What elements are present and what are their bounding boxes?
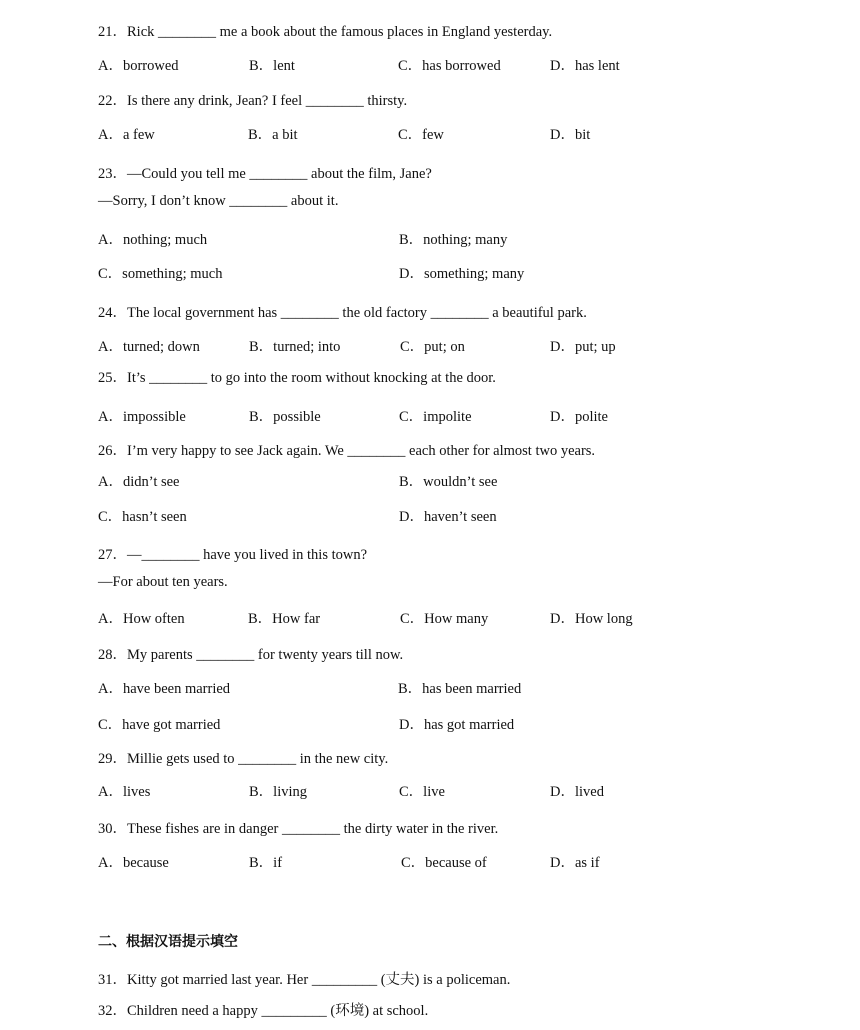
question-23-option-d: D．something; many: [399, 266, 525, 282]
question-25-option-c: C．impolite: [399, 409, 472, 425]
question-22-option-b: B．a bit: [248, 127, 298, 143]
question-23-option-b: B．nothing; many: [399, 232, 508, 248]
question-28-option-a: A．have been married: [98, 681, 231, 697]
question-26-option-a: A．didn’t see: [98, 474, 180, 490]
question-26-option-d: D．haven’t seen: [399, 509, 497, 525]
question-27-stem-reply: —For about ten years.: [98, 574, 228, 590]
question-24-option-a: A．turned; down: [98, 339, 200, 355]
question-25-option-b: B．possible: [249, 409, 321, 425]
question-26-stem: 26．I’m very happy to see Jack again. We ________ each other for almost two years.: [98, 443, 596, 459]
question-28-option-d: D．has got married: [399, 717, 515, 733]
question-30-option-b: B．if: [249, 855, 283, 871]
question-28-option-c: C．have got married: [98, 717, 221, 733]
question-23-stem: 23．—Could you tell me ________ about the film, Jane?: [98, 166, 432, 182]
question-27-option-b: B．How far: [248, 611, 321, 627]
question-27-option-d: D．How long: [550, 611, 633, 627]
question-24-option-b: B．turned; into: [249, 339, 341, 355]
question-22-option-a: A．a few: [98, 127, 155, 143]
question-29-option-b: B．living: [249, 784, 308, 800]
question-30-stem: 30．These fishes are in danger ________ the dirty water in the river.: [98, 821, 499, 837]
question-26-option-c: C．hasn’t seen: [98, 509, 187, 525]
question-29-option-c: C．live: [399, 784, 445, 800]
question-32-stem: 32．Children need a happy _________ (环境) at school.: [98, 1003, 429, 1019]
question-23-option-a: A．nothing; much: [98, 232, 208, 248]
question-23-option-c: C．something; much: [98, 266, 223, 282]
question-25-option-a: A．impossible: [98, 409, 186, 425]
question-27-option-c: C．How many: [400, 611, 489, 627]
question-30-option-d: D．as if: [550, 855, 600, 871]
question-30-option-c: C．because of: [401, 855, 487, 871]
question-24-option-d: D．put; up: [550, 339, 616, 355]
section-heading: 二、根据汉语提示填空: [98, 934, 238, 950]
question-28-option-b: B．has been married: [398, 681, 522, 697]
question-29-stem: 29．Millie gets used to ________ in the new city.: [98, 751, 389, 767]
question-21-option-c: C．has borrowed: [398, 58, 501, 74]
question-22-option-d: D．bit: [550, 127, 591, 143]
question-21-option-d: D．has lent: [550, 58, 620, 74]
question-21-stem: 21．Rick ________ me a book about the famous places in England yesterday.: [98, 24, 553, 40]
question-23-stem-reply: —Sorry, I don’t know ________ about it.: [98, 193, 339, 209]
question-31-stem: 31．Kitty got married last year. Her _________ (丈夫) is a policeman.: [98, 972, 511, 988]
question-25-stem: 25．It’s ________ to go into the room without knocking at the door.: [98, 370, 496, 386]
question-24-stem: 24．The local government has ________ the old factory ________ a beautiful park.: [98, 305, 587, 321]
question-25-option-d: D．polite: [550, 409, 608, 425]
question-27-option-a: A．How often: [98, 611, 185, 627]
question-30-option-a: A．because: [98, 855, 169, 871]
question-27-stem: 27．—________ have you lived in this town?: [98, 547, 368, 563]
question-22-option-c: C．few: [398, 127, 444, 143]
question-29-option-a: A．lives: [98, 784, 151, 800]
question-28-stem: 28．My parents ________ for twenty years till now.: [98, 647, 404, 663]
question-29-option-d: D．lived: [550, 784, 604, 800]
question-21-option-b: B．lent: [249, 58, 295, 74]
question-21-option-a: A．borrowed: [98, 58, 179, 74]
question-24-option-c: C．put; on: [400, 339, 465, 355]
question-26-option-b: B．wouldn’t see: [399, 474, 498, 490]
question-22-stem: 22．Is there any drink, Jean? I feel ________ thirsty.: [98, 93, 408, 109]
